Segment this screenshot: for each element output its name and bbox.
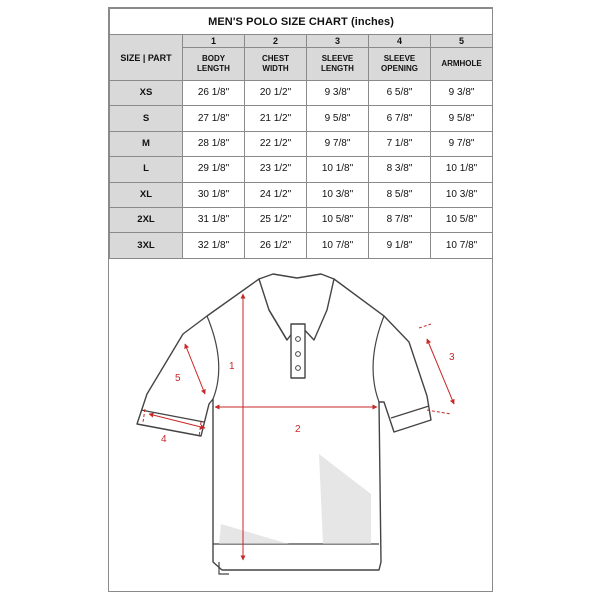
shirt-diagram (109, 244, 492, 591)
size-rows (110, 81, 493, 259)
measurement-cell: 9 7/8" (307, 131, 369, 156)
size-label: 3XL (110, 233, 183, 258)
measurement-cell: 28 1/8" (183, 131, 245, 156)
measurement-cell: 20 1/2" (245, 81, 307, 106)
measurement-cell: 9 3/8" (307, 81, 369, 106)
size-label: XL (110, 182, 183, 207)
column-number: 3 (307, 35, 369, 48)
header-line: LENGTH (321, 64, 354, 73)
chart-title: MEN'S POLO SIZE CHART (inches) (110, 9, 493, 35)
size-label: S (110, 106, 183, 131)
corner-label: SIZE | PART (110, 35, 183, 81)
header-line: OPENING (381, 64, 418, 73)
measurement-cell: 25 1/2" (245, 207, 307, 232)
measurement-cell: 10 5/8" (431, 207, 493, 232)
header-line: ARMHOLE (441, 59, 482, 68)
measurement-cell: 10 3/8" (307, 182, 369, 207)
measurement-cell: 6 5/8" (369, 81, 431, 106)
header-line: WIDTH (262, 64, 289, 73)
header-line: LENGTH (197, 64, 230, 73)
measurement-cell: 10 1/8" (431, 157, 493, 182)
measurement-cell: 9 1/8" (369, 233, 431, 258)
measurement-cell: 9 7/8" (431, 131, 493, 156)
measurement-cell: 9 5/8" (431, 106, 493, 131)
measurement-cell: 10 7/8" (431, 233, 493, 258)
measure-label-5: 5 (175, 373, 181, 384)
measurement-cell: 32 1/8" (183, 233, 245, 258)
measurement-cell: 27 1/8" (183, 106, 245, 131)
column-header (307, 48, 369, 81)
measurement-cell: 29 1/8" (183, 157, 245, 182)
measurement-cell: 9 5/8" (307, 106, 369, 131)
column-header (245, 48, 307, 81)
size-label: M (110, 131, 183, 156)
column-number: 1 (183, 35, 245, 48)
measurement-cell: 6 7/8" (369, 106, 431, 131)
measurement-cell: 8 5/8" (369, 182, 431, 207)
table-row (110, 81, 493, 106)
table-row (110, 131, 493, 156)
header-line: BODY (201, 54, 226, 63)
size-label: 2XL (110, 207, 183, 232)
column-number: 4 (369, 35, 431, 48)
size-label: L (110, 157, 183, 182)
column-number-row (110, 35, 493, 48)
measure-label-2: 2 (295, 424, 301, 435)
column-header (369, 48, 431, 81)
measurement-cell: 30 1/8" (183, 182, 245, 207)
measurement-cell: 31 1/8" (183, 207, 245, 232)
column-number: 5 (431, 35, 493, 48)
header-line: SLEEVE (321, 54, 354, 63)
column-header (183, 48, 245, 81)
measurement-cell: 23 1/2" (245, 157, 307, 182)
size-chart-table (109, 8, 493, 259)
size-label: XS (110, 81, 183, 106)
measurement-cell: 26 1/8" (183, 81, 245, 106)
table-row (110, 157, 493, 182)
measurement-cell: 10 5/8" (307, 207, 369, 232)
header-line: CHEST (261, 54, 290, 63)
measure-label-3: 3 (449, 352, 455, 363)
measure-label-1: 1 (229, 361, 235, 372)
measure-label-4: 4 (161, 434, 167, 445)
header-line: SLEEVE (383, 54, 416, 63)
measurement-cell: 24 1/2" (245, 182, 307, 207)
measure-line-3 (427, 339, 454, 404)
table-row (110, 182, 493, 207)
table-row (110, 106, 493, 131)
measurement-cell: 10 3/8" (431, 182, 493, 207)
polo-shirt-icon (109, 244, 492, 591)
measurement-cell: 7 1/8" (369, 131, 431, 156)
measurement-cell: 8 3/8" (369, 157, 431, 182)
measurement-cell: 8 7/8" (369, 207, 431, 232)
measurement-cell: 9 3/8" (431, 81, 493, 106)
measurement-cell: 10 1/8" (307, 157, 369, 182)
size-chart-sheet (108, 7, 493, 592)
table-row (110, 207, 493, 232)
measurement-cell: 26 1/2" (245, 233, 307, 258)
measurement-cell: 22 1/2" (245, 131, 307, 156)
column-header (431, 48, 493, 81)
column-number: 2 (245, 35, 307, 48)
measurement-cell: 21 1/2" (245, 106, 307, 131)
measurement-cell: 10 7/8" (307, 233, 369, 258)
